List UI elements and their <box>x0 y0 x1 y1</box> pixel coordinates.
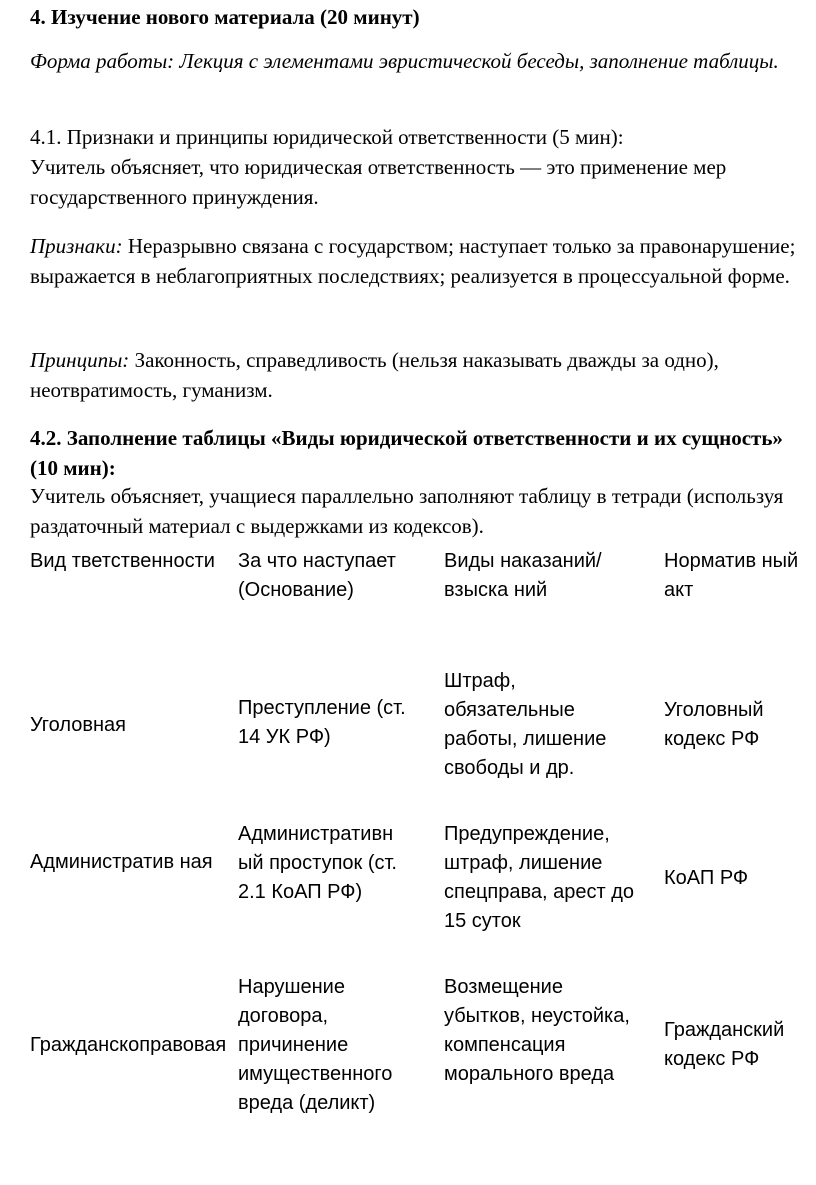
subsection-4-2-text: Учитель объясняет, учащиеся параллельно заполняют таблицу в тетради (используя раздаточный материал с выдержками из кодексов). <box>30 484 784 538</box>
signs-label: Признаки: <box>30 234 123 258</box>
work-form-line: Форма работы: Лекция с элементами эвристической беседы, заполнение таблицы. <box>30 49 779 73</box>
table-row-3-type: Гражданскоправовая <box>30 1034 227 1056</box>
table-row-1-penalties: Штраф, обязательные работы, лишение свободы и др. <box>444 670 607 779</box>
responsibility-table <box>30 0 810 1185</box>
table-row-3-penalties: Возмещение убытков, неустойка, компенсация морального вреда <box>444 976 630 1085</box>
principles-label: Принципы: <box>30 348 130 372</box>
table-row-2-act: КоАП РФ <box>664 867 749 889</box>
table-row-2-basis: Административн ый проступок (ст. 2.1 КоАП РФ) <box>238 823 397 903</box>
table-row-1-act: Уголовный кодекс РФ <box>664 699 764 750</box>
table-row-2-penalties: Предупреждение, штраф, лишение спецправа, арест до 15 суток <box>444 823 634 932</box>
table-row-1-type: Уголовная <box>30 714 126 736</box>
subsection-4-1-heading: 4.1. Признаки и принципы юридической ответственности (5 мин): <box>30 125 624 149</box>
table-header-basis: За что наступает (Основание) <box>238 550 396 601</box>
table-header-act: Норматив ный акт <box>664 550 799 601</box>
table-row-3-basis: Нарушение договора, причинение имущественного вреда (деликт) <box>238 976 393 1114</box>
table-row-1-basis: Преступление (ст. 14 УК РФ) <box>238 697 406 748</box>
table-header-type: Вид тветственности <box>30 550 215 572</box>
subsection-4-1-text: Учитель объясняет, что юридическая ответственность — это применение мер государственного принуждения. <box>30 155 727 209</box>
subsection-4-2-heading: 4.2. Заполнение таблицы «Виды юридической ответственности и их сущность» (10 мин): <box>30 426 783 480</box>
table-header-penalties: Виды наказаний/взыска ний <box>444 550 602 601</box>
table-row-3-act: Гражданский кодекс РФ <box>664 1019 785 1070</box>
section-title: 4. Изучение нового материала (20 минут) <box>30 5 420 29</box>
principles-text: Законность, справедливость (нельзя наказывать дважды за одно), неотвратимость, гуманизм. <box>30 348 719 402</box>
table-row-2-type: Административ ная <box>30 851 213 873</box>
signs-text: Неразрывно связана с государством; наступает только за правонарушение; выражается в неблагоприятных последствиях; реализуется в процессуальной форме. <box>30 234 796 288</box>
